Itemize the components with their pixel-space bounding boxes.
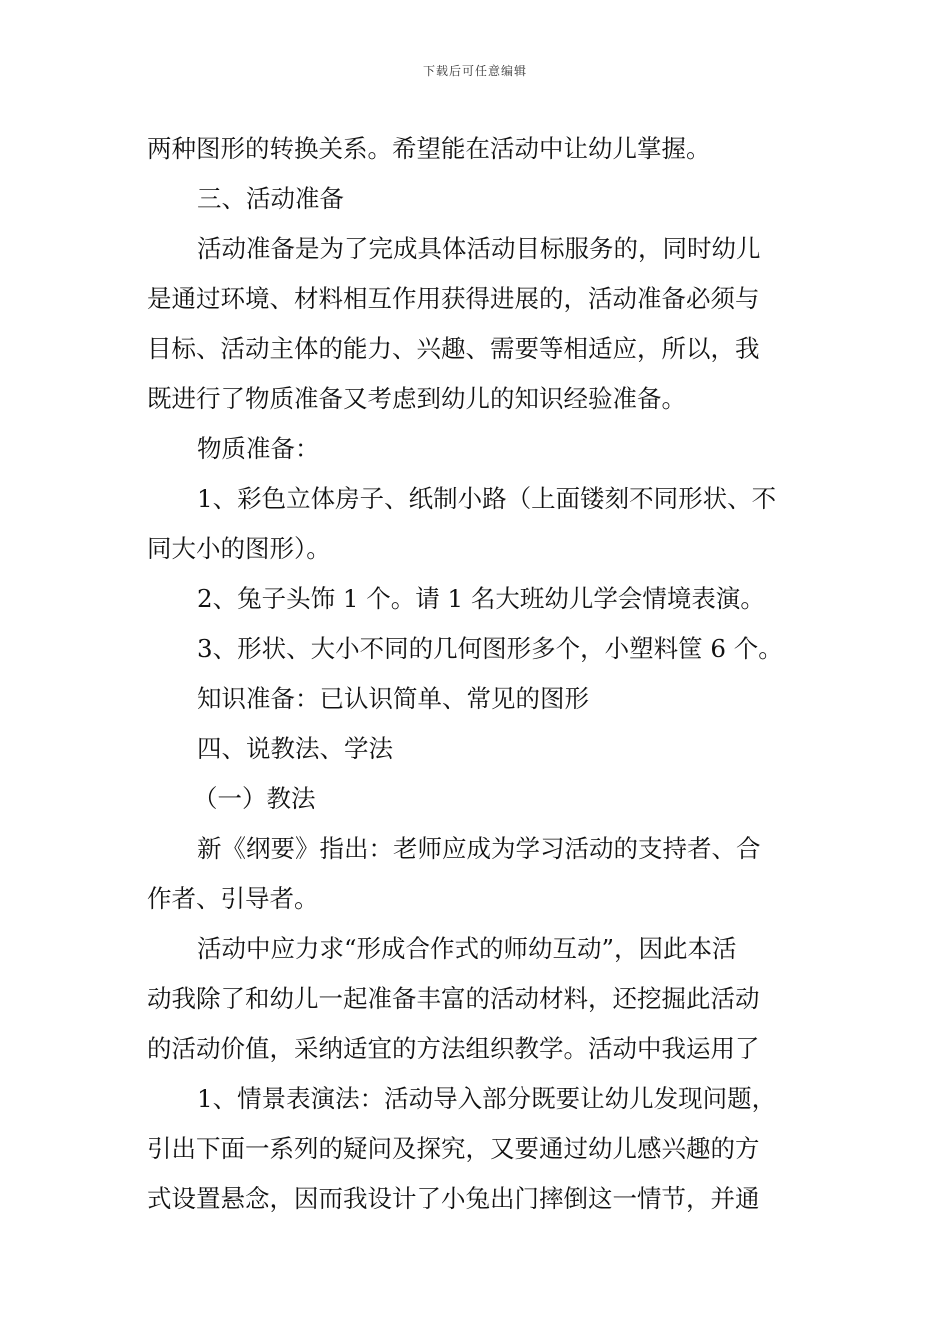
section-heading: 三、活动准备: [197, 184, 344, 213]
body-line: 知识准备：已认识简单、常见的图形: [197, 684, 589, 713]
body-line: 式设置悬念，因而我设计了小兔出门摔倒这一情节，并通: [147, 1184, 760, 1213]
list-item: 1、彩色立体房子、纸制小路（上面镂刻不同形状、不: [197, 484, 777, 513]
body-line: 新《纲要》指出：老师应成为学习活动的支持者、合: [197, 834, 761, 863]
document-body: [147, 124, 809, 1224]
body-line: 既进行了物质准备又考虑到幼儿的知识经验准备。: [147, 384, 686, 413]
page-header: 下载后可任意编辑: [422, 64, 527, 78]
body-line: 是通过环境、材料相互作用获得进展的，活动准备必须与: [147, 284, 760, 313]
list-item: 3、形状、大小不同的几何图形多个，小塑料筐 6 个。: [197, 634, 783, 663]
body-line: 引出下面一系列的疑问及探究，又要通过幼儿感兴趣的方: [147, 1134, 760, 1163]
body-line: 目标、活动主体的能力、兴趣、需要等相适应，所以，我: [147, 334, 760, 363]
body-line: 活动中应力求“形成合作式的师幼互动”，因此本活: [197, 934, 737, 963]
body-line: 同大小的图形）。: [147, 534, 331, 563]
body-line: 两种图形的转换关系。希望能在活动中让幼儿掌握。: [147, 134, 711, 163]
body-line: 动我除了和幼儿一起准备丰富的活动材料，还挖掘此活动: [147, 984, 760, 1013]
subheading: 物质准备：: [197, 434, 320, 463]
subheading: （一）教法: [193, 784, 316, 813]
body-line: 活动准备是为了完成具体活动目标服务的，同时幼儿: [197, 234, 761, 263]
body-line: 的活动价值，采纳适宜的方法组织教学。活动中我运用了: [147, 1034, 760, 1063]
body-line: 作者、引导者。: [147, 884, 319, 913]
list-item: 2、兔子头饰 1 个。请 1 名大班幼儿学会情境表演。: [197, 584, 765, 613]
section-heading: 四、说教法、学法: [197, 734, 393, 763]
list-item: 1、情景表演法：活动导入部分既要让幼儿发现问题，: [197, 1084, 777, 1113]
